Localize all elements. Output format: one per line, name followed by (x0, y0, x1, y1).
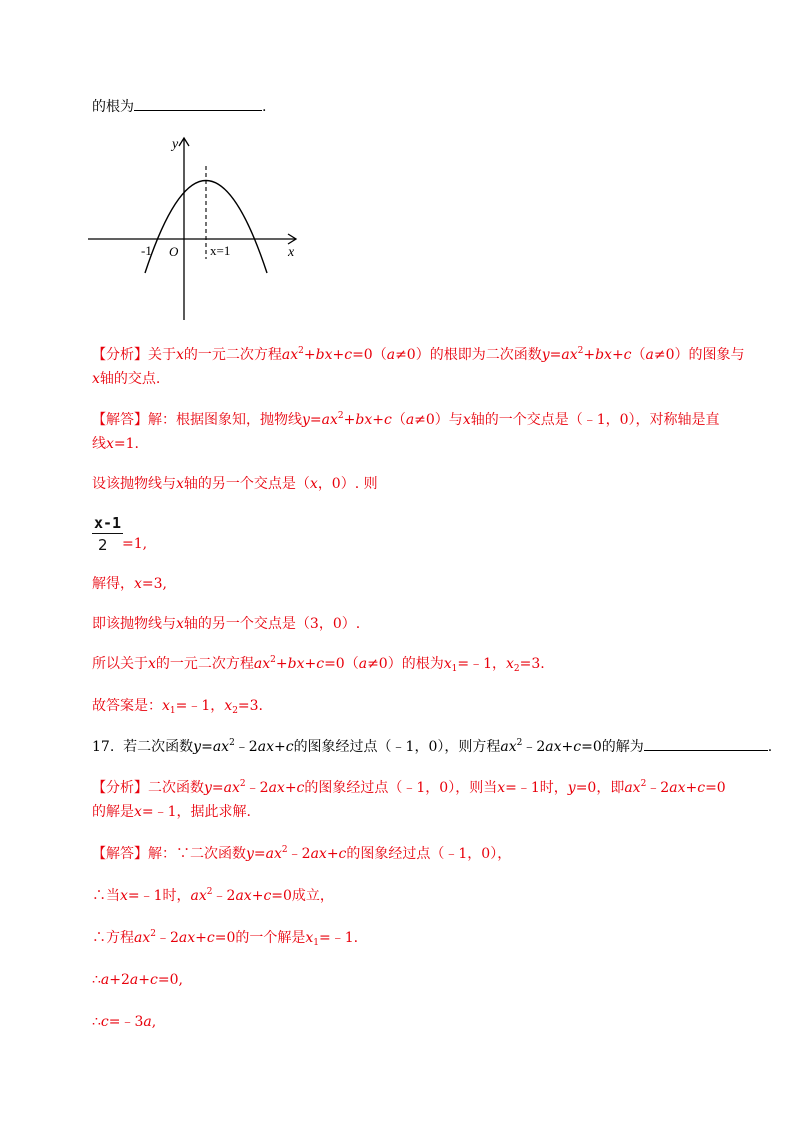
q16-final: 故答案是：$x_1=﹣1$，$x_2=3$. (92, 698, 264, 716)
question-number: 17. (92, 739, 115, 755)
q16-answer-line2: 线x=1. (92, 436, 139, 452)
q16-answer-line1: 【解答】解：根据图象知，抛物线$y=ax^2+bx+c(a\ne 0)$与x轴的一个交点是（﹣1，0），对称轴是直 (92, 411, 720, 428)
origin-label: O (169, 244, 179, 259)
fraction-equation (92, 514, 148, 554)
q17-answer-line1: 【解答】解：∵二次函数$y=ax^2﹣2ax+c$的图象经过点（﹣1，0）， (92, 845, 512, 862)
x-axis-label: x (288, 245, 295, 260)
top-line-text: 的根为 (92, 99, 134, 115)
q17-analysis-line1: 【分析】二次函数$y=ax^2﹣2ax+c$的图象经过点（﹣1，0），则当x=﹣1时，y=0，即$ax^2﹣2ax+c=0$ (92, 779, 726, 796)
y-axis-label: y (172, 137, 179, 152)
answer-tag: 【解答】 (92, 412, 148, 428)
q17-question: 17. 若二次函数$y=ax^2﹣2ax+c$的图象经过点（﹣1，0），则方程$ax^2﹣2ax+c=0$的解为 . (92, 738, 773, 755)
q17-analysis-line2: 的解是x=﹣1，据此求解. (92, 804, 251, 820)
analysis-tag: 【分析】 (92, 780, 148, 796)
q16-step3: 即该抛物线与x轴的另一个交点是（3，0）. (92, 616, 361, 632)
analysis-tag: 【分析】 (92, 347, 148, 363)
q17-answer-blank (644, 736, 768, 751)
answer-tag: 【解答】 (92, 846, 148, 862)
q17-step5: ∴c=﹣3a, (92, 1014, 157, 1030)
neg-one-label: -1 (141, 243, 152, 258)
q17-step4: ∴a+2a+c=0, (92, 972, 183, 988)
symmetry-label: x=1 (210, 243, 231, 258)
answer-blank (134, 96, 262, 111)
q16-analysis-line2: x轴的交点. (92, 371, 161, 387)
parabola-graph (88, 128, 318, 328)
top-line: 的根为 . (92, 96, 266, 117)
fraction-denominator: 2 (98, 536, 108, 554)
fraction-numerator: x-1 (94, 514, 122, 532)
fraction-equals: =1, (122, 536, 148, 552)
q16-analysis-line1: 【分析】关于x的一元二次方程$ax^2+bx+c=0(a\ne 0)$的根即为二次函数$y=ax^2+bx+c(a\ne 0)$的图象与 (92, 346, 745, 363)
q16-step4: 所以关于x的一元二次方程$ax^2+bx+c=0(a\ne 0)$的根为$x_1=﹣1$，$x_2=3$. (92, 655, 545, 674)
q17-step3: ∴方程$ax^2﹣2ax+c=0$的一个解是$x_1=﹣1$. (92, 929, 359, 948)
q16-step1: 设该抛物线与x轴的另一个交点是（x，0）. 则 (92, 476, 378, 492)
q16-step2: 解得，x=3, (92, 576, 167, 592)
q17-step2: ∴当x=﹣1时，$ax^2﹣2ax+c=0$成立， (92, 887, 334, 904)
